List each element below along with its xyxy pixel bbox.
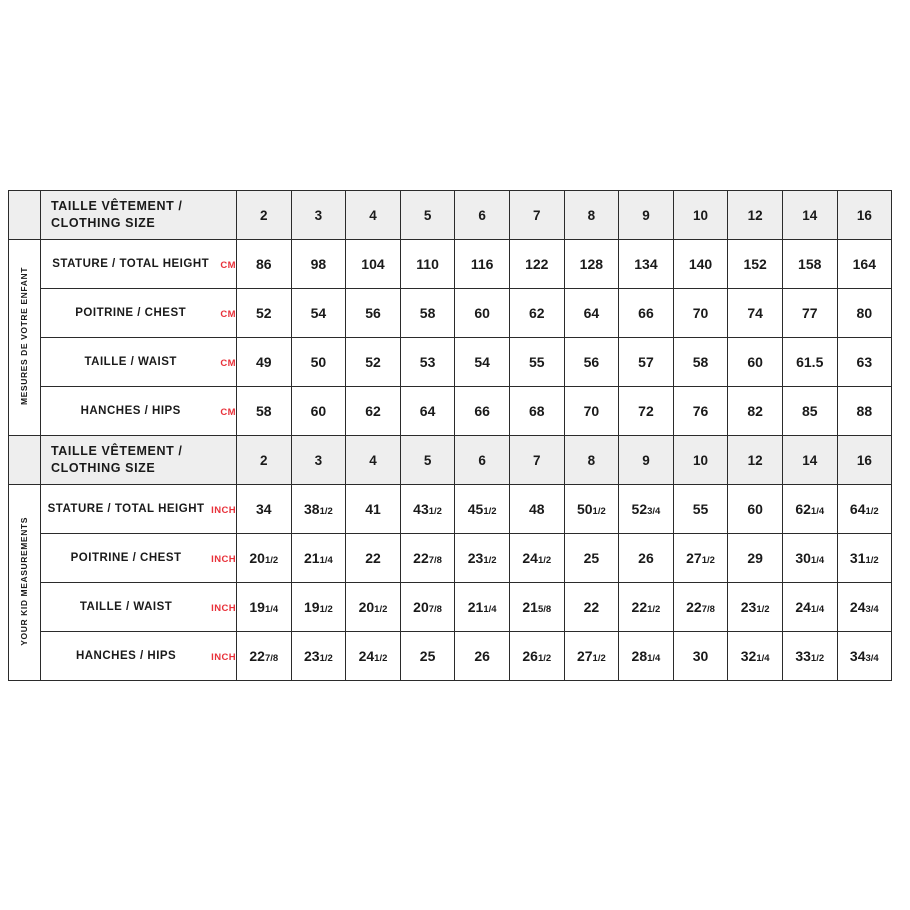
size-header-cell: 6: [455, 436, 510, 485]
cell-value: 164: [837, 240, 892, 289]
table-row: [9, 338, 892, 387]
cell-value: 77: [782, 289, 837, 338]
cell-value: 72: [619, 387, 674, 436]
cell-value: 231/2: [291, 632, 346, 681]
size-header-cell: 14: [782, 191, 837, 240]
size-header-cell: 2: [237, 436, 292, 485]
cell-value: 86: [237, 240, 292, 289]
row-unit-cm: CM: [220, 308, 236, 320]
row-label-text: TAILLE / WAIST: [79, 600, 173, 613]
row-label-total-height-inch: [41, 485, 237, 534]
cell-value: 207/8: [400, 583, 455, 632]
size-chart-container: [8, 190, 896, 681]
row-label-hips-inch: [41, 632, 237, 681]
size-header-cell: 3: [291, 191, 346, 240]
row-label-chest-cm: [41, 289, 237, 338]
cell-value: 25: [400, 632, 455, 681]
clothing-size-title-line2: CLOTHING SIZE: [51, 461, 156, 475]
cell-value: 211/4: [291, 534, 346, 583]
cell-value: 621/4: [782, 485, 837, 534]
clothing-size-title-line1: TAILLE VÊTEMENT /: [51, 199, 183, 214]
cell-value: 61.5: [782, 338, 837, 387]
size-header-cell: 16: [837, 436, 892, 485]
cell-value: 74: [728, 289, 783, 338]
cell-value: 25: [564, 534, 619, 583]
cell-value: 201/2: [237, 534, 292, 583]
cell-value: 211/4: [455, 583, 510, 632]
cell-value: 52: [346, 338, 401, 387]
cell-value: 641/2: [837, 485, 892, 534]
row-unit-cm: CM: [220, 259, 236, 271]
cell-value: 54: [291, 289, 346, 338]
size-header-cell: 7: [509, 436, 564, 485]
cell-value: 116: [455, 240, 510, 289]
cell-value: 158: [782, 240, 837, 289]
size-header-cell: 9: [619, 436, 674, 485]
row-unit-cm: CM: [220, 406, 236, 418]
cell-value: 122: [509, 240, 564, 289]
cell-value: 231/2: [728, 583, 783, 632]
clothing-size-title-line1: TAILLE VÊTEMENT /: [51, 444, 183, 459]
row-label-text: HANCHES / HIPS: [75, 649, 177, 662]
size-header-cell: 12: [728, 191, 783, 240]
cell-value: 54: [455, 338, 510, 387]
cell-value: 50: [291, 338, 346, 387]
row-unit-inch: INCH: [211, 504, 236, 516]
cell-value: 85: [782, 387, 837, 436]
cell-value: 311/2: [837, 534, 892, 583]
cell-value: 70: [673, 289, 728, 338]
cell-value: 321/4: [728, 632, 783, 681]
cell-value: 501/2: [564, 485, 619, 534]
cell-value: 271/2: [564, 632, 619, 681]
cell-value: 241/2: [346, 632, 401, 681]
clothing-size-title-imperial: [41, 436, 237, 485]
cell-value: 201/2: [346, 583, 401, 632]
cell-value: 241/4: [782, 583, 837, 632]
cell-value: 58: [673, 338, 728, 387]
row-label-text: POITRINE / CHEST: [70, 551, 182, 564]
cell-value: 58: [400, 289, 455, 338]
size-header-cell: 8: [564, 436, 619, 485]
row-label-text: POITRINE / CHEST: [75, 306, 187, 319]
cell-value: 281/4: [619, 632, 674, 681]
table-row: [9, 485, 892, 534]
size-header-cell: 4: [346, 436, 401, 485]
cell-value: 98: [291, 240, 346, 289]
cell-value: 58: [237, 387, 292, 436]
row-label-waist-cm: [41, 338, 237, 387]
row-label-total-height-cm: [41, 240, 237, 289]
table-row: [9, 240, 892, 289]
table-row: [9, 583, 892, 632]
row-label-text: STATURE / TOTAL HEIGHT: [52, 257, 210, 270]
cell-value: 56: [346, 289, 401, 338]
imperial-size-header-row: [9, 436, 892, 485]
side-label-imperial-text: YOUR KID MEASUREMENTS: [19, 516, 30, 646]
cell-value: 64: [564, 289, 619, 338]
cell-value: 451/2: [455, 485, 510, 534]
size-chart-table: [8, 190, 892, 681]
cell-value: 431/2: [400, 485, 455, 534]
cell-value: 70: [564, 387, 619, 436]
cell-value: 49: [237, 338, 292, 387]
cell-value: 191/2: [291, 583, 346, 632]
cell-value: 66: [619, 289, 674, 338]
size-header-cell: 2: [237, 191, 292, 240]
cell-value: 60: [455, 289, 510, 338]
size-header-cell: 10: [673, 191, 728, 240]
cell-value: 63: [837, 338, 892, 387]
row-label-text: TAILLE / WAIST: [84, 355, 177, 368]
cell-value: 56: [564, 338, 619, 387]
cell-value: 152: [728, 240, 783, 289]
row-unit-inch: INCH: [211, 651, 236, 663]
cell-value: 134: [619, 240, 674, 289]
cell-value: 22: [346, 534, 401, 583]
cell-value: 241/2: [509, 534, 564, 583]
cell-value: 80: [837, 289, 892, 338]
cell-value: 331/2: [782, 632, 837, 681]
cell-value: 343/4: [837, 632, 892, 681]
cell-value: 104: [346, 240, 401, 289]
cell-value: 26: [455, 632, 510, 681]
row-label-hips-cm: [41, 387, 237, 436]
cell-value: 231/2: [455, 534, 510, 583]
row-label-chest-inch: [41, 534, 237, 583]
cell-value: 62: [509, 289, 564, 338]
cell-value: 55: [509, 338, 564, 387]
cell-value: 34: [237, 485, 292, 534]
cell-value: 110: [400, 240, 455, 289]
cell-value: 60: [291, 387, 346, 436]
size-header-cell: 14: [782, 436, 837, 485]
row-label-text: STATURE / TOTAL HEIGHT: [47, 502, 205, 515]
size-header-cell: 9: [619, 191, 674, 240]
cell-value: 60: [728, 485, 783, 534]
clothing-size-title-line2: CLOTHING SIZE: [51, 216, 156, 230]
cell-value: 221/2: [619, 583, 674, 632]
row-unit-inch: INCH: [211, 602, 236, 614]
cell-value: 22: [564, 583, 619, 632]
row-unit-cm: CM: [220, 357, 236, 369]
table-row: [9, 632, 892, 681]
cell-value: 30: [673, 632, 728, 681]
cell-value: 41: [346, 485, 401, 534]
size-header-cell: 12: [728, 436, 783, 485]
cell-value: 243/4: [837, 583, 892, 632]
cell-value: 52: [237, 289, 292, 338]
size-header-cell: 16: [837, 191, 892, 240]
cell-value: 227/8: [673, 583, 728, 632]
cell-value: 55: [673, 485, 728, 534]
cell-value: 82: [728, 387, 783, 436]
size-header-cell: 10: [673, 436, 728, 485]
cell-value: 88: [837, 387, 892, 436]
side-label-imperial: [9, 485, 41, 681]
spacer-cell: [9, 191, 41, 240]
spacer-cell: [9, 436, 41, 485]
row-unit-inch: INCH: [211, 553, 236, 565]
cell-value: 215/8: [509, 583, 564, 632]
size-header-cell: 4: [346, 191, 401, 240]
cell-value: 68: [509, 387, 564, 436]
table-row: [9, 387, 892, 436]
table-row: [9, 534, 892, 583]
row-label-waist-inch: [41, 583, 237, 632]
cell-value: 64: [400, 387, 455, 436]
cell-value: 191/4: [237, 583, 292, 632]
cell-value: 26: [619, 534, 674, 583]
size-header-cell: 6: [455, 191, 510, 240]
cell-value: 301/4: [782, 534, 837, 583]
cell-value: 523/4: [619, 485, 674, 534]
table-row: [9, 289, 892, 338]
cell-value: 227/8: [237, 632, 292, 681]
cell-value: 57: [619, 338, 674, 387]
cell-value: 227/8: [400, 534, 455, 583]
size-header-cell: 3: [291, 436, 346, 485]
cell-value: 76: [673, 387, 728, 436]
cell-value: 48: [509, 485, 564, 534]
clothing-size-title-metric: [41, 191, 237, 240]
cell-value: 29: [728, 534, 783, 583]
size-header-cell: 5: [400, 191, 455, 240]
cell-value: 53: [400, 338, 455, 387]
size-header-cell: 8: [564, 191, 619, 240]
cell-value: 128: [564, 240, 619, 289]
metric-size-header-row: [9, 191, 892, 240]
cell-value: 140: [673, 240, 728, 289]
size-header-cell: 7: [509, 191, 564, 240]
cell-value: 261/2: [509, 632, 564, 681]
cell-value: 62: [346, 387, 401, 436]
cell-value: 381/2: [291, 485, 346, 534]
size-chart-body: [9, 191, 892, 681]
cell-value: 271/2: [673, 534, 728, 583]
cell-value: 60: [728, 338, 783, 387]
cell-value: 66: [455, 387, 510, 436]
row-label-text: HANCHES / HIPS: [80, 404, 181, 417]
side-label-metric: [9, 240, 41, 436]
size-header-cell: 5: [400, 436, 455, 485]
side-label-metric-text: MESURES DE VOTRE ENFANT: [19, 266, 30, 405]
